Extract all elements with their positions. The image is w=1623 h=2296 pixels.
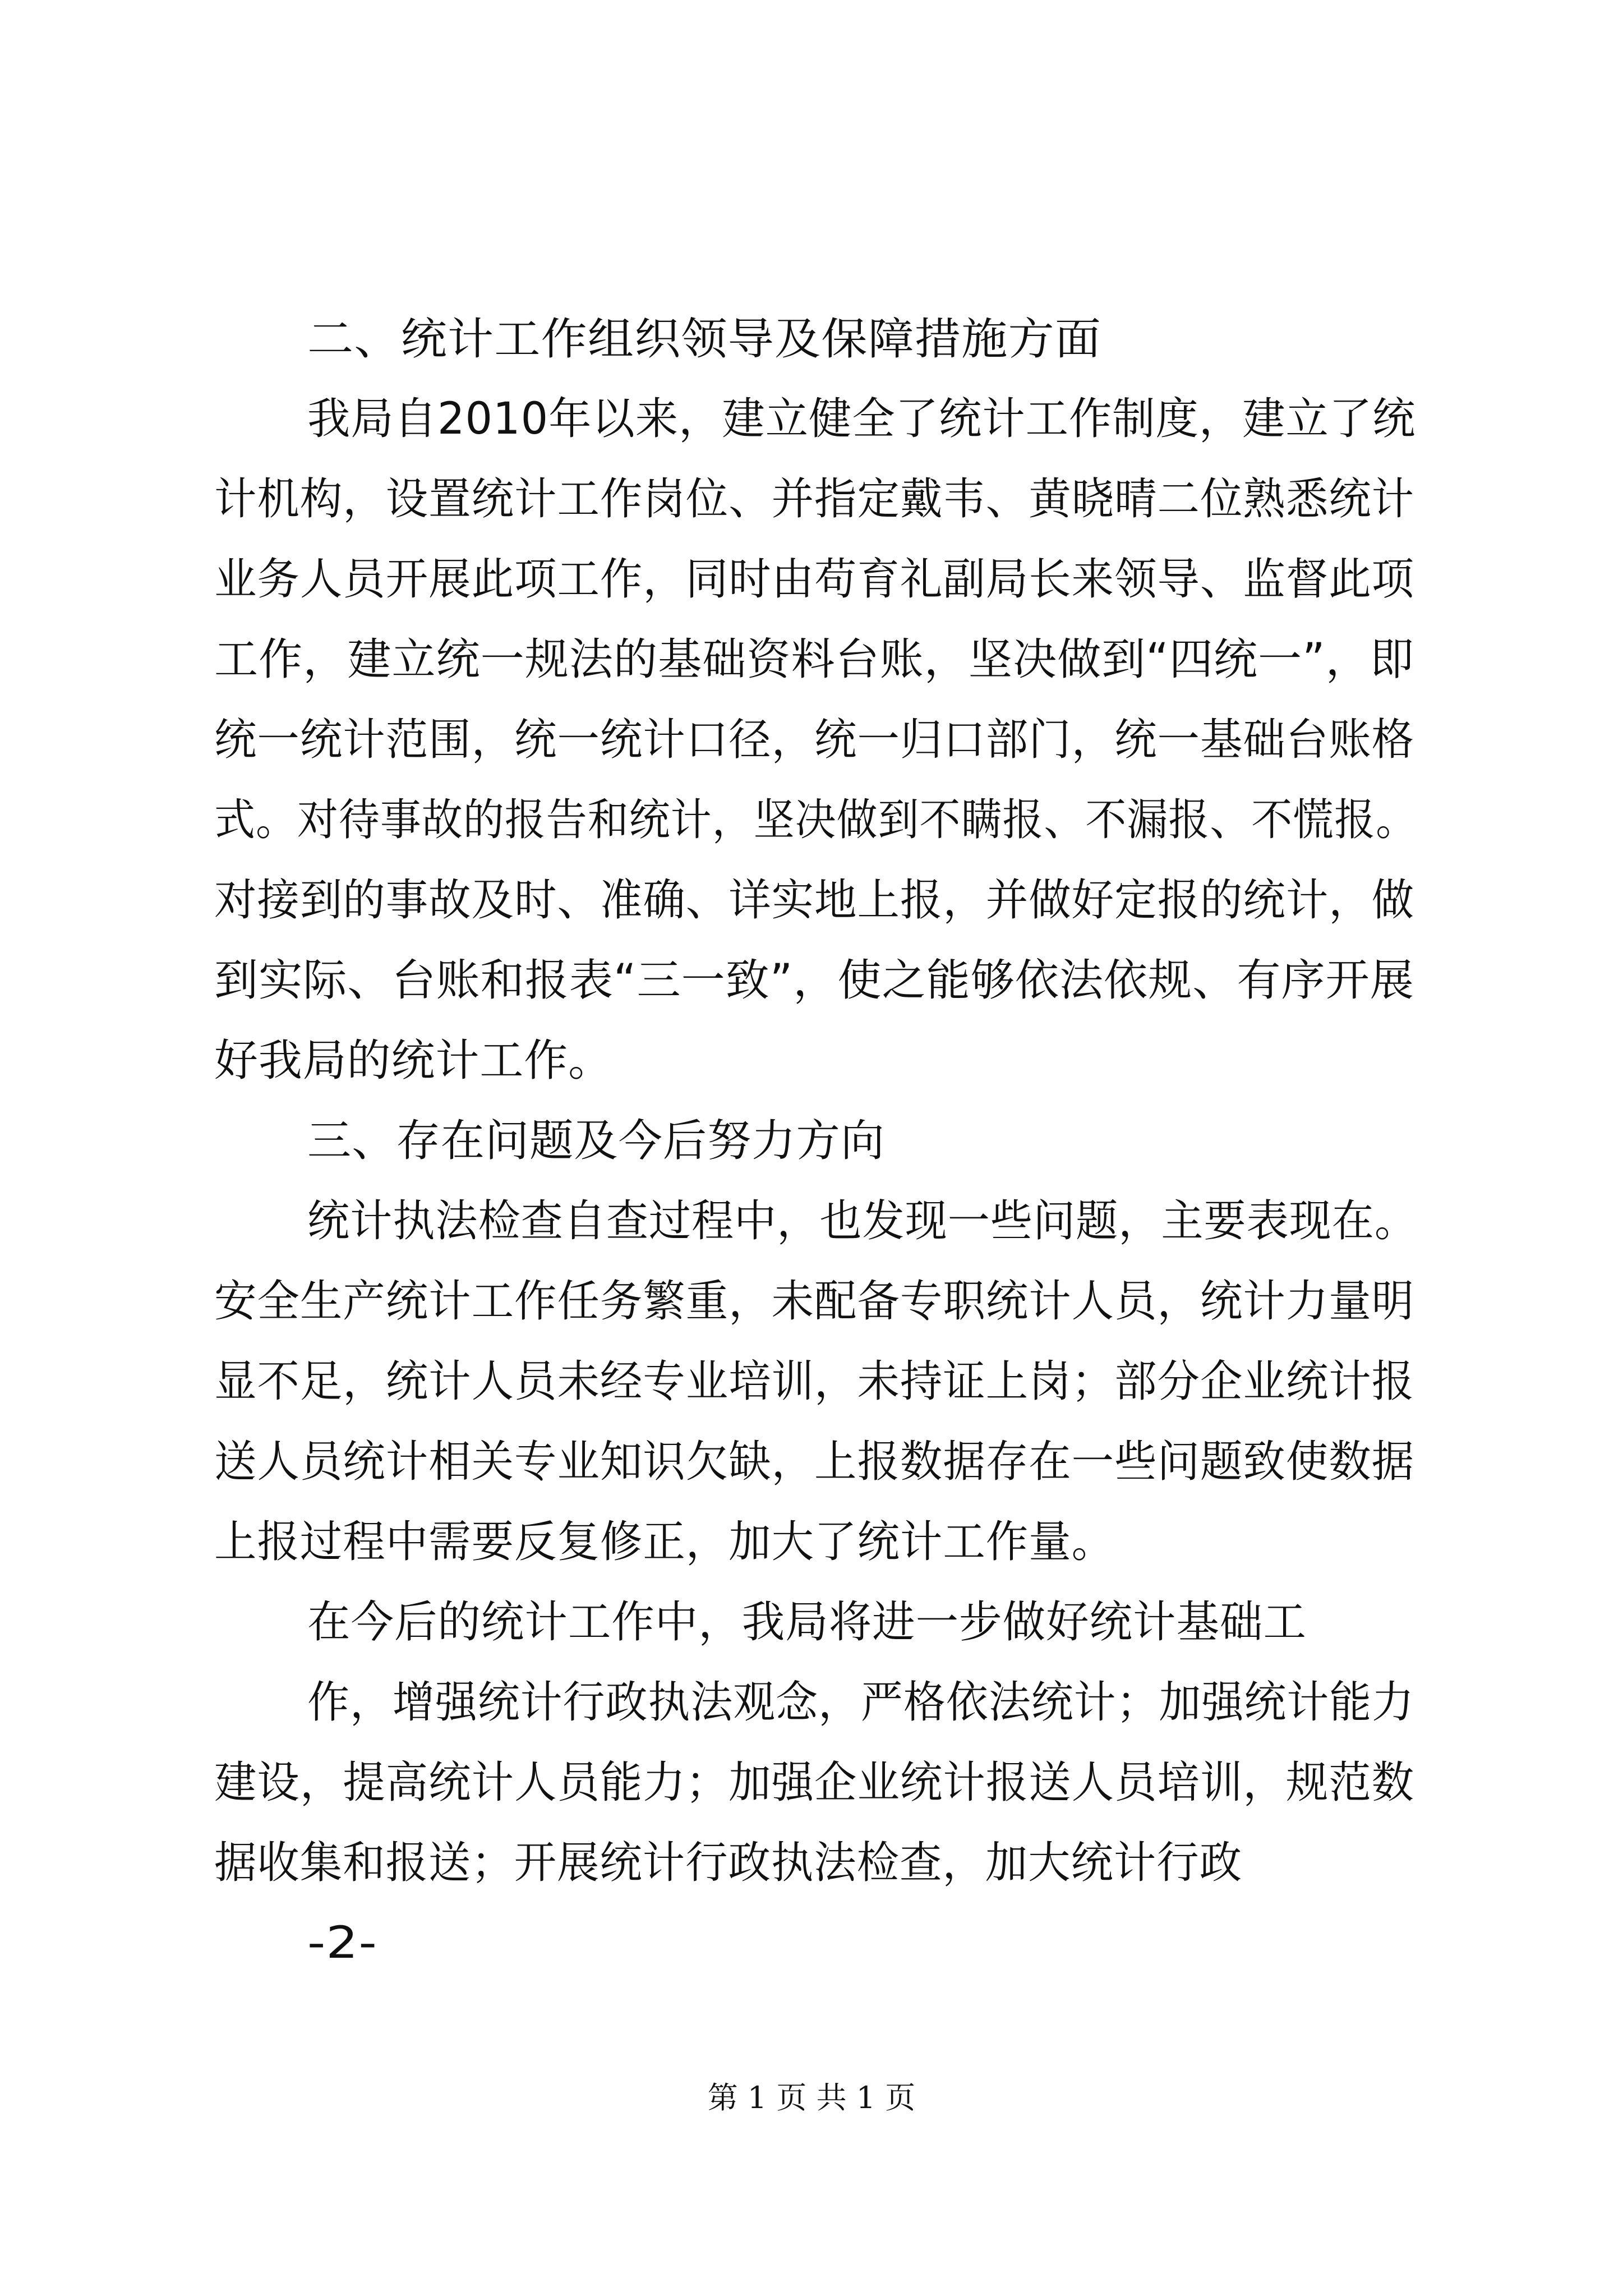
paragraph-line: 在今后的统计工作中，我局将进一步做好统计基础工 [307,1597,1307,1648]
paragraph-line: 作，增强统计行政执法观念，严格依法统计；加强统计能力 [307,1677,1415,1728]
paragraph-line: 送人员统计相关专业知识欠缺，上报数据存在一些问题致使数据 [214,1437,1415,1487]
section-heading-3: 三、存在问题及今后努力方向 [307,1116,885,1166]
page-number-marker: -2- [307,1918,377,1968]
paragraph-line: 安全生产统计工作任务繁重，未配备专职统计人员，统计力量明 [214,1276,1415,1327]
paragraph-line: 统计执法检查自查过程中，也发现一些问题，主要表现在。 [307,1196,1418,1246]
paragraph-line: 建设，提高统计人员能力；加强企业统计报送人员培训，规范数 [214,1757,1415,1808]
paragraph-line: 到实际、台账和报表“三一致”，使之能够依法依规、有序开展 [214,955,1414,1006]
section-heading-2: 二、统计工作组织领导及保障措施方面 [307,314,1102,365]
paragraph-line: 统一统计范围，统一统计口径，统一归口部门，统一基础台账格 [214,715,1415,765]
page-footer: 第 1 页 共 1 页 [707,2080,916,2115]
paragraph-line: 对接到的事故及时、准确、详实地上报，并做好定报的统计，做 [214,875,1415,926]
paragraph-line: 工作，建立统一规法的基础资料台账，坚决做到“四统一”，即 [214,634,1414,685]
paragraph-line: 据收集和报送；开展统计行政执法检查，加大统计行政 [214,1838,1243,1888]
paragraph-line: 业务人员开展此项工作，同时由苟育礼副局长来领导、监督此项 [214,554,1415,605]
paragraph-line: 显不足，统计人员未经专业培训，未持证上岗；部分企业统计报 [214,1356,1415,1407]
paragraph-line: 计机构，设置统计工作岗位、并指定戴韦、黄晓晴二位熟悉统计 [214,474,1415,524]
paragraph-line: 式。对待事故的报告和统计，坚决做到不瞒报、不漏报、不慌报。 [214,795,1418,845]
paragraph-line: 我局自2010年以来，建立健全了统计工作制度，建立了统 [307,394,1416,444]
paragraph-line: 上报过程中需要反复修正，加大了统计工作量。 [214,1517,1115,1567]
paragraph-line: 好我局的统计工作。 [214,1036,613,1086]
